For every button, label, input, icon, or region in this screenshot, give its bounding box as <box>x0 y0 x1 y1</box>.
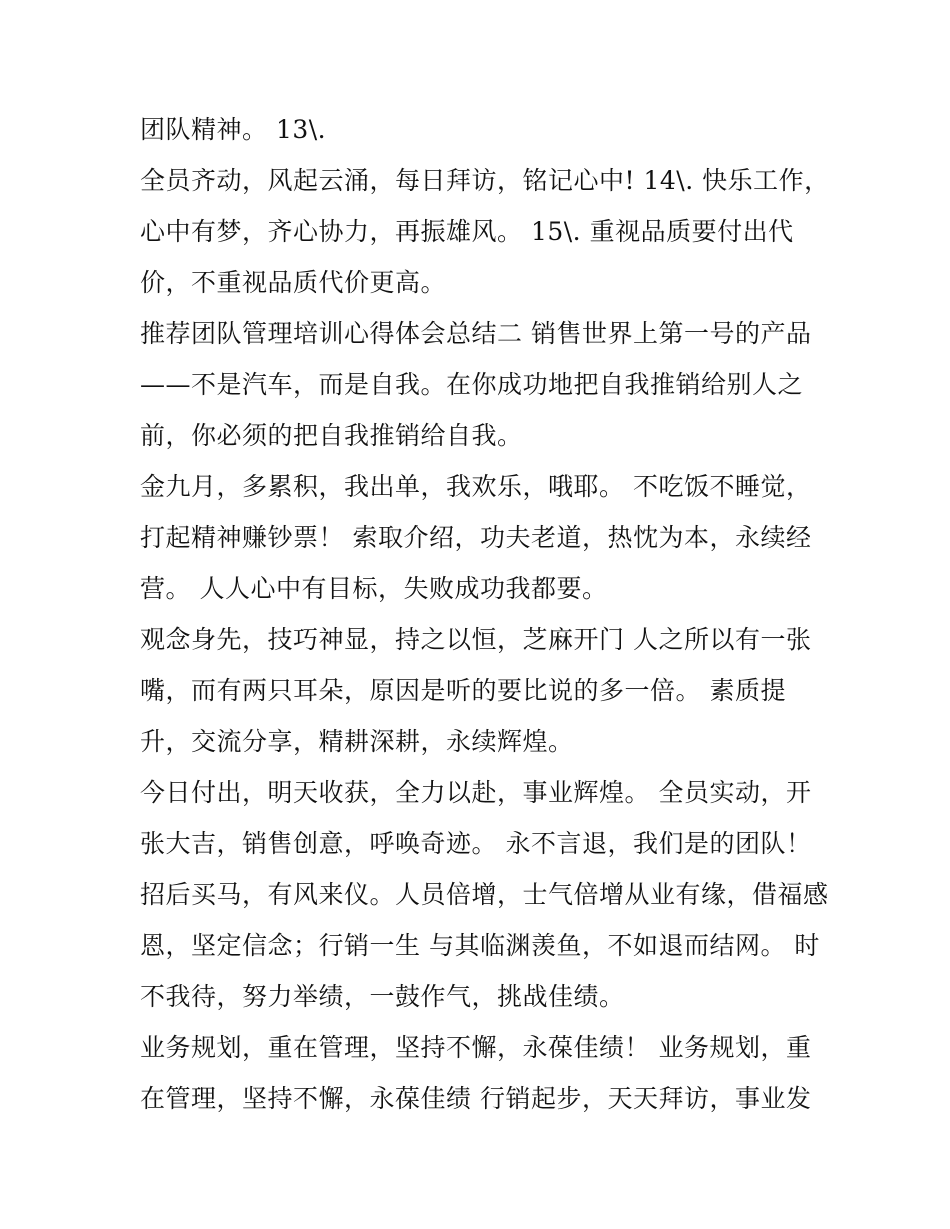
text-line: ——不是汽车，而是自我。在你成功地把自我推销给别人之 <box>140 370 804 399</box>
text-line: 升，交流分享，精耕深耕，永续辉煌。 <box>140 727 574 756</box>
text-line: 前，你必须的把自我推销给自我。 <box>140 421 523 450</box>
text-line: 业务规划，重在管理，坚持不懈，永葆佳绩！ 业务规划，重 <box>140 1033 812 1062</box>
text-line: 全员齐动，风起云涌，每日拜访，铭记心中! 14\. 快乐工作， <box>140 166 830 195</box>
text-line: 观念身先，技巧神显，持之以恒，芝麻开门 人之所以有一张 <box>140 625 812 654</box>
document-body <box>140 108 830 1128</box>
text-line: 恩，坚定信念；行销一生 与其临渊羡鱼，不如退而结网。 时 <box>140 931 820 960</box>
text-line: 嘴，而有两只耳朵，原因是听的要比说的多一倍。 素质提 <box>140 676 786 705</box>
text-line: 张大吉，销售创意，呼唤奇迹。 永不言退，我们是的团队！ <box>140 829 812 858</box>
text-line: 金九月，多累积，我出单，我欢乐，哦耶。 不吃饭不睡觉， <box>140 472 812 501</box>
text-line: 心中有梦，齐心协力，再振雄风。 15\. 重视品质要付出代 <box>140 217 794 246</box>
text-line: 推荐团队管理培训心得体会总结二 销售世界上第一号的产品 <box>140 319 812 348</box>
text-line: 营。 人人心中有目标，失败成功我都要。 <box>140 574 608 603</box>
text-line: 在管理，坚持不懈，永葆佳绩 行销起步，天天拜访，事业发 <box>140 1084 812 1113</box>
text-line: 团队精神。 13\. <box>140 115 327 144</box>
text-line: 价，不重视品质代价更高。 <box>140 268 447 297</box>
text-line: 招后买马，有风来仪。人员倍增，士气倍增从业有缘，借福感 <box>140 880 829 909</box>
text-line: 不我待，努力举绩，一鼓作气，挑战佳绩。 <box>140 982 625 1011</box>
text-line: 今日付出，明天收获，全力以赴，事业辉煌。 全员实动，开 <box>140 778 812 807</box>
text-line: 打起精神赚钞票！ 索取介绍，功夫老道，热忱为本，永续经 <box>140 523 812 552</box>
